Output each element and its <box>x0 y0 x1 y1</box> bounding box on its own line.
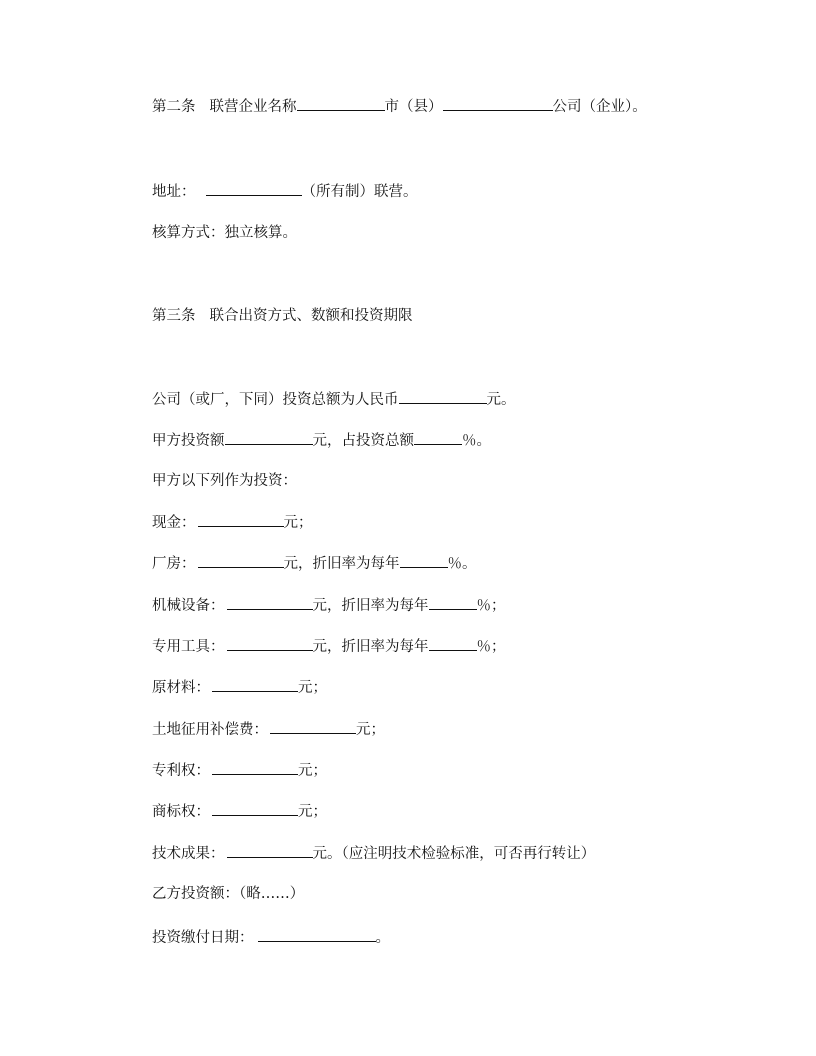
materials-blank[interactable] <box>212 677 298 692</box>
tools-depreciation-blank[interactable] <box>429 636 477 651</box>
payment-date-line <box>152 927 390 947</box>
plant-label: 厂房： <box>152 556 196 572</box>
patent-label: 专利权： <box>152 763 210 779</box>
article-2-heading: 第二条 <box>152 99 196 115</box>
cash-label: 现金： <box>152 515 196 531</box>
article-3-line <box>152 306 413 326</box>
plant-depreciation-blank[interactable] <box>400 553 448 568</box>
tools-label: 专用工具： <box>152 639 225 655</box>
total-investment-suffix: 元。 <box>486 392 516 408</box>
address-label: 地址： <box>152 184 196 200</box>
party-a-percent-suffix: ％。 <box>462 433 491 449</box>
company-enterprise-label: 公司（企业）。 <box>552 99 647 115</box>
total-investment-blank[interactable] <box>399 389 487 404</box>
land-blank[interactable] <box>270 719 356 734</box>
plant-amount-blank[interactable] <box>198 553 284 568</box>
party-a-list-text: 甲方以下列作为投资： <box>152 473 297 489</box>
patent-suffix: 元； <box>298 763 327 779</box>
cash-blank[interactable] <box>198 512 284 527</box>
tech-suffix: 元。（应注明技术检验标准，可否再行转让） <box>312 846 596 862</box>
land-label: 土地征用补偿费： <box>152 722 268 738</box>
address-line <box>152 181 418 201</box>
party-b-text: 乙方投资额：（略……） <box>152 886 305 902</box>
party-a-percent-blank[interactable] <box>414 430 462 445</box>
party-a-label: 甲方投资额 <box>152 433 225 449</box>
total-investment-label: 公司（或厂，下同）投资总额为人民币 <box>152 392 399 408</box>
city-name-blank[interactable] <box>297 96 385 111</box>
city-county-label: 市（县） <box>384 99 443 115</box>
party-a-amount-blank[interactable] <box>225 430 313 445</box>
payment-date-label: 投资缴付日期： <box>152 930 254 946</box>
tech-blank[interactable] <box>227 843 313 858</box>
materials-suffix: 元； <box>298 680 327 696</box>
tools-amount-blank[interactable] <box>227 636 313 651</box>
tools-suffix: ％； <box>476 639 506 655</box>
party-a-list-line <box>152 471 297 491</box>
ownership-blank[interactable] <box>206 181 302 196</box>
machinery-amount-blank[interactable] <box>227 595 313 610</box>
enterprise-name-label: 联营企业名称 <box>209 99 297 115</box>
tech-label: 技术成果： <box>152 846 225 862</box>
machinery-depreciation-label: 元，折旧率为每年 <box>312 598 429 614</box>
land-suffix: 元； <box>356 722 385 738</box>
cash-suffix: 元； <box>283 515 313 531</box>
plant-line <box>152 553 477 573</box>
trademark-line <box>152 801 327 821</box>
plant-depreciation-label: 元，折旧率为每年 <box>283 556 400 572</box>
machinery-depreciation-blank[interactable] <box>429 595 477 610</box>
patent-blank[interactable] <box>212 760 298 775</box>
trademark-blank[interactable] <box>212 801 298 816</box>
machinery-label: 机械设备： <box>152 598 225 614</box>
company-name-blank[interactable] <box>443 96 553 111</box>
materials-label: 原材料： <box>152 680 210 696</box>
total-investment-line <box>152 389 516 409</box>
ownership-suffix: （所有制）联营。 <box>301 184 418 200</box>
tools-depreciation-label: 元，折旧率为每年 <box>312 639 429 655</box>
plant-suffix: ％。 <box>447 556 477 572</box>
trademark-suffix: 元； <box>298 804 327 820</box>
article-2-line <box>152 96 647 116</box>
party-a-line <box>152 430 491 450</box>
land-line <box>152 719 385 739</box>
machinery-line <box>152 595 506 615</box>
accounting-text: 核算方式：独立核算。 <box>152 225 297 241</box>
payment-date-blank[interactable] <box>258 927 376 942</box>
article-3-heading: 第三条 <box>152 308 196 324</box>
cash-line <box>152 512 313 532</box>
trademark-label: 商标权： <box>152 804 210 820</box>
party-a-share-label: 元，占投资总额 <box>312 433 414 449</box>
machinery-suffix: ％； <box>476 598 506 614</box>
article-3-title: 联合出资方式、数额和投资期限 <box>209 308 413 324</box>
payment-date-suffix: 。 <box>375 930 390 946</box>
tech-line <box>152 843 595 863</box>
accounting-line <box>152 223 297 243</box>
tools-line <box>152 636 506 656</box>
patent-line <box>152 760 327 780</box>
party-b-line <box>152 884 304 904</box>
materials-line <box>152 677 327 697</box>
